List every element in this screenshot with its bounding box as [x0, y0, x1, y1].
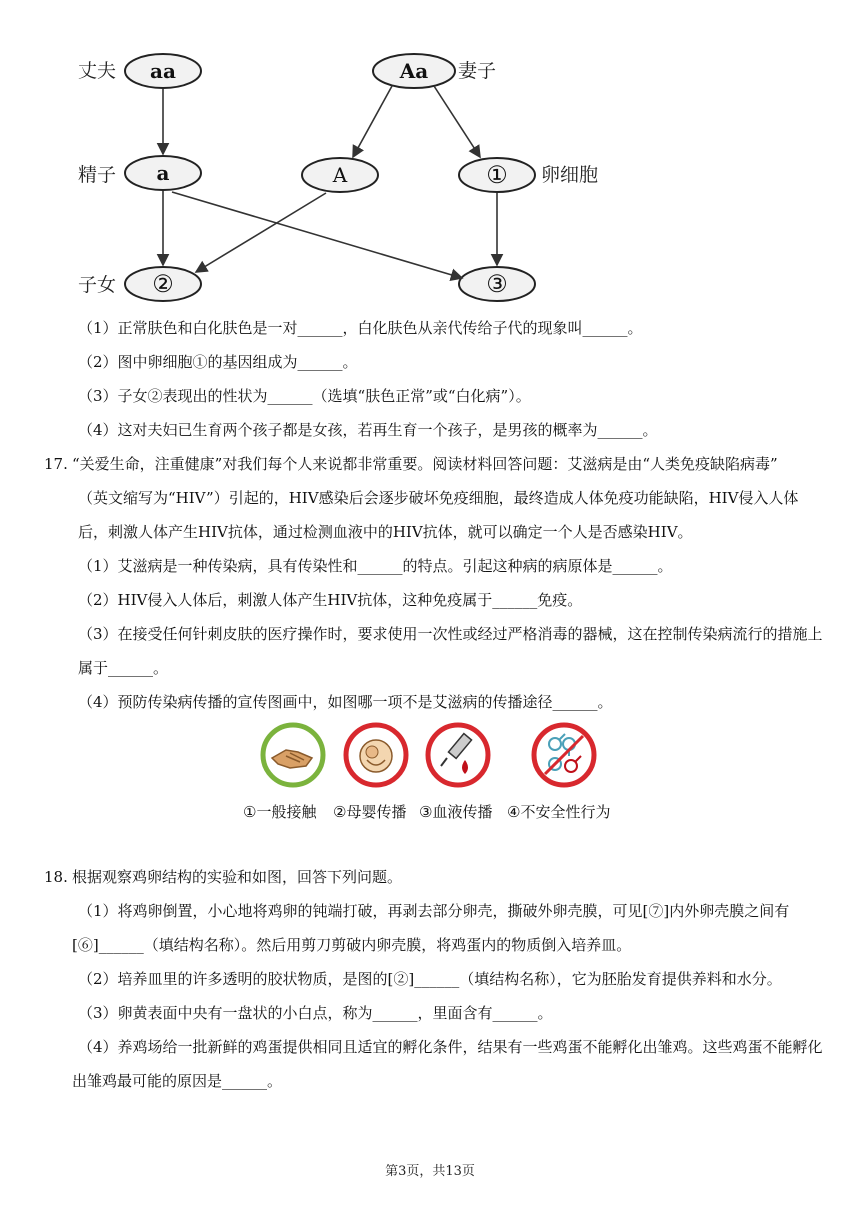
arrow-wife-egg-1 [434, 86, 480, 157]
sperm-gene: a [156, 161, 170, 185]
husband-label: 丈夫 [78, 61, 117, 82]
q18-sub-3: （3）卵黄表面中央有一盘状的小白点，称为______，里面含有______。 [78, 1004, 553, 1022]
wife-label: 妻子 [458, 61, 497, 82]
q18-sub-4b: 出雏鸡最可能的原因是______。 [72, 1072, 283, 1090]
husband-genotype: aa [150, 59, 176, 83]
q17-intro-1: “关爱生命，注重健康”对我们每个人来说都非常重要。阅读材料回答问题：艾滋病是由“人类免疫缺陷病毒” [72, 455, 778, 473]
q18-number: 18. [44, 868, 68, 886]
gender-symbols-icon [531, 722, 597, 788]
icon-caption-4: ④不安全性行为 [507, 803, 611, 821]
q18-sub-4a: （4）养鸡场给一批新鲜的鸡蛋提供相同且适宜的孵化条件，结果有一些鸡蛋不能孵化出雏鸡。这些鸡蛋不能孵化 [78, 1038, 823, 1056]
q18-sub-2: （2）培养皿里的许多透明的胶状物质，是图的[②]______（填结构名称），它为胚胎发育提供养料和水分。 [78, 970, 782, 988]
q16-sub-4: （4）这对夫妇已生育两个孩子都是女孩，若再生育一个孩子，是男孩的概率为______。 [78, 421, 658, 439]
syringe-blood-icon [425, 722, 491, 788]
q16-sub-2: （2）图中卵细胞①的基因组成为______。 [78, 353, 358, 371]
q17-sub-3a: （3）在接受任何针刺皮肤的医疗操作时，要求使用一次性或经过严格消毒的器械，这在控制传染病流行的措施上 [78, 625, 823, 643]
arrow-sperm-child-3 [172, 192, 462, 278]
child-2-marker: ② [152, 270, 174, 298]
arrow-wife-egg-A [353, 86, 392, 157]
q17-number: 17. [44, 455, 68, 473]
q18-sub-1a: （1）将鸡卵倒置，小心地将鸡卵的钝端打破，再剥去部分卵壳，撕破外卵壳膜，可见[⑦]内外卵壳膜之间有 [78, 902, 790, 920]
q18-intro: 根据观察鸡卵结构的实验和如图，回答下列问题。 [72, 868, 403, 886]
page-footer: 第3页，共13页 [385, 1164, 475, 1179]
handshake-icon [260, 722, 326, 788]
q16-sub-3: （3）子女②表现出的性状为______（选填“肤色正常”或“白化病”）。 [78, 387, 531, 405]
q17-intro-2: （英文缩写为“HIV”）引起的，HIV感染后会逐步破坏免疫细胞，最终造成人体免疫功能缺陷，HIV侵入人体 [78, 489, 799, 507]
q17-sub-1: （1）艾滋病是一种传染病，具有传染性和______的特点。引起这种病的病原体是______。 [78, 557, 673, 575]
q18-sub-1b: [⑥]______（填结构名称）。然后用剪刀剪破内卵壳膜，将鸡蛋内的物质倒入培养皿。 [72, 936, 632, 954]
q16-sub-1: （1）正常肤色和白化肤色是一对______，白化肤色从亲代传给子代的现象叫______。 [78, 319, 643, 337]
wife-genotype: Aa [399, 59, 429, 83]
sperm-label: 精子 [78, 165, 117, 186]
icon-caption-1: ①一般接触 [243, 803, 317, 821]
q17-sub-2: （2）HIV侵入人体后，刺激人体产生HIV抗体，这种免疫属于______免疫。 [78, 591, 583, 609]
egg-label: 卵细胞 [541, 165, 599, 186]
icon-caption-3: ③血液传播 [419, 803, 493, 821]
q17-sub-3b: 属于______。 [78, 659, 169, 677]
mother-baby-icon [343, 722, 409, 788]
egg-gene-A: A [332, 163, 348, 187]
egg-1-marker: ① [486, 161, 508, 189]
icon-caption-2: ②母婴传播 [333, 803, 407, 821]
q17-intro-3: 后，刺激人体产生HIV抗体，通过检测血液中的HIV抗体，就可以确定一个人是否感染HIV。 [78, 523, 693, 541]
child-label: 子女 [78, 275, 117, 296]
q17-sub-4: （4）预防传染病传播的宣传图画中，如图哪一项不是艾滋病的传播途径______。 [78, 693, 613, 711]
genetics-diagram [0, 0, 860, 310]
child-3-marker: ③ [486, 270, 508, 298]
transmission-icons [243, 722, 635, 832]
